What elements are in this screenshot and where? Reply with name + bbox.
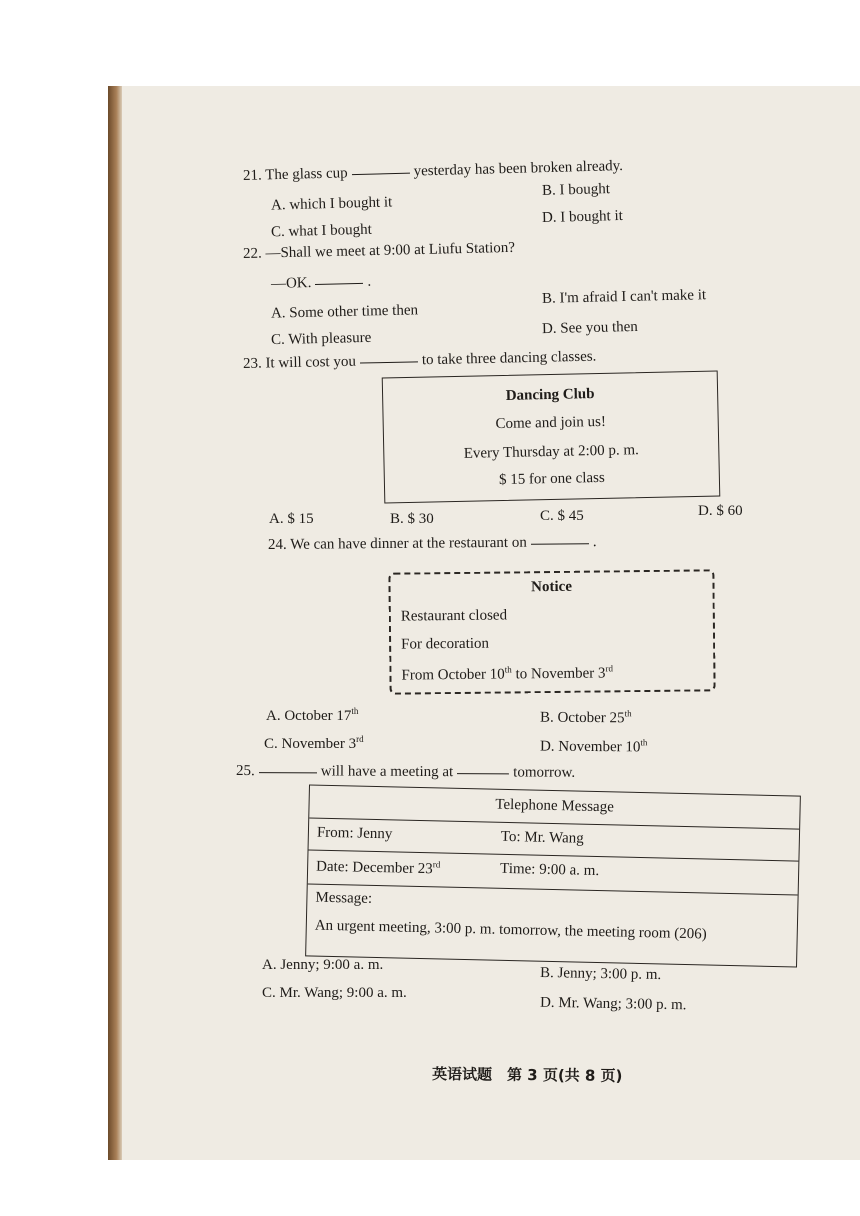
message-label: Message:	[315, 889, 373, 907]
restaurant-notice-line-2: For decoration	[401, 635, 490, 653]
message-to: To: Mr. Wang	[500, 828, 584, 847]
q24-option-b: B. October 25th	[539, 708, 632, 727]
question-25-stem-middle: will have a meeting at	[320, 763, 454, 781]
q23-option-b: B. $ 30	[390, 511, 434, 527]
q24-option-c: C. November 3rd	[264, 734, 364, 752]
answer-blank	[315, 282, 363, 285]
q22-option-c: C. With pleasure	[270, 329, 372, 349]
q23-option-d: D. $ 60	[698, 503, 743, 519]
question-24-stem-text: 24. We can have dinner at the restaurant on	[267, 534, 527, 553]
table-row-divider	[308, 883, 798, 895]
question-22-reply-text: —OK.	[270, 275, 312, 292]
question-25-stem-end: tomorrow.	[513, 764, 576, 781]
q23-option-a: A. $ 15	[269, 511, 314, 527]
q25-option-c: C. Mr. Wang; 9:00 a. m.	[262, 985, 407, 1001]
question-21-stem-end: yesterday has been broken already.	[413, 158, 624, 180]
answer-blank	[259, 771, 317, 773]
q21-option-a: A. which I bought it	[270, 194, 393, 214]
message-date: Date: December 23rd	[315, 858, 441, 878]
q23-option-c: C. $ 45	[540, 508, 584, 524]
question-25-stem	[236, 763, 575, 782]
question-23-stem-end: to take three dancing classes.	[421, 348, 597, 369]
telephone-message-table	[305, 784, 801, 967]
dancing-club-notice	[382, 370, 721, 503]
question-23-stem-start: 23. It will cost you	[242, 353, 357, 372]
question-21-stem-start: 21. The glass cup	[242, 165, 348, 184]
question-24-stem: 24. We can have dinner at the restaurant on .	[267, 534, 597, 553]
answer-blank	[352, 172, 410, 176]
question-23-stem	[243, 349, 597, 373]
restaurant-notice-line-1: Restaurant closed	[400, 607, 508, 625]
message-body: An urgent meeting, 3:00 p. m. tomorrow, the meeting room (206)	[314, 917, 707, 943]
dancing-club-line-2: Every Thursday at 2:00 p. m.	[463, 442, 640, 462]
q24-option-d: D. November 10th	[539, 737, 648, 756]
dancing-club-line-1: Come and join us!	[495, 413, 607, 433]
q22-option-b: B. I'm afraid I can't make it	[541, 287, 707, 307]
q25-option-d: D. Mr. Wang; 3:00 p. m.	[539, 994, 687, 1014]
q22-option-a: A. Some other time then	[270, 302, 419, 322]
question-22-stem: 22. —Shall we meet at 9:00 at Liufu Station?	[242, 239, 516, 262]
restaurant-notice-line-3: From October 10th to November 3rd	[401, 663, 614, 684]
q21-option-c: C. what I bought	[270, 221, 373, 241]
restaurant-notice	[388, 569, 715, 694]
answer-blank	[457, 772, 509, 774]
q22-option-d: D. See you then	[541, 318, 638, 338]
answer-blank	[531, 542, 589, 545]
q21-option-b: B. I bought	[541, 181, 611, 199]
dancing-club-line-3: $ 15 for one class	[498, 469, 605, 489]
q25-option-b: B. Jenny; 3:00 p. m.	[539, 964, 662, 984]
telephone-message-title: Telephone Message	[495, 796, 615, 816]
message-from: From: Jenny	[316, 824, 393, 843]
message-time: Time: 9:00 a. m.	[499, 860, 600, 880]
q25-option-a: A. Jenny; 9:00 a. m.	[262, 957, 384, 973]
question-21-stem	[243, 158, 623, 185]
q24-option-a: A. October 17th	[266, 706, 359, 724]
dancing-club-title: Dancing Club	[505, 386, 595, 404]
restaurant-notice-title: Notice	[531, 578, 573, 596]
page-footer: 英语试题 第 3 页(共 8 页)	[431, 1065, 623, 1085]
answer-blank	[360, 360, 418, 363]
question-22-reply: —OK. .	[270, 273, 372, 292]
q21-option-d: D. I bought it	[541, 207, 624, 227]
question-25-number: 25.	[235, 763, 255, 780]
